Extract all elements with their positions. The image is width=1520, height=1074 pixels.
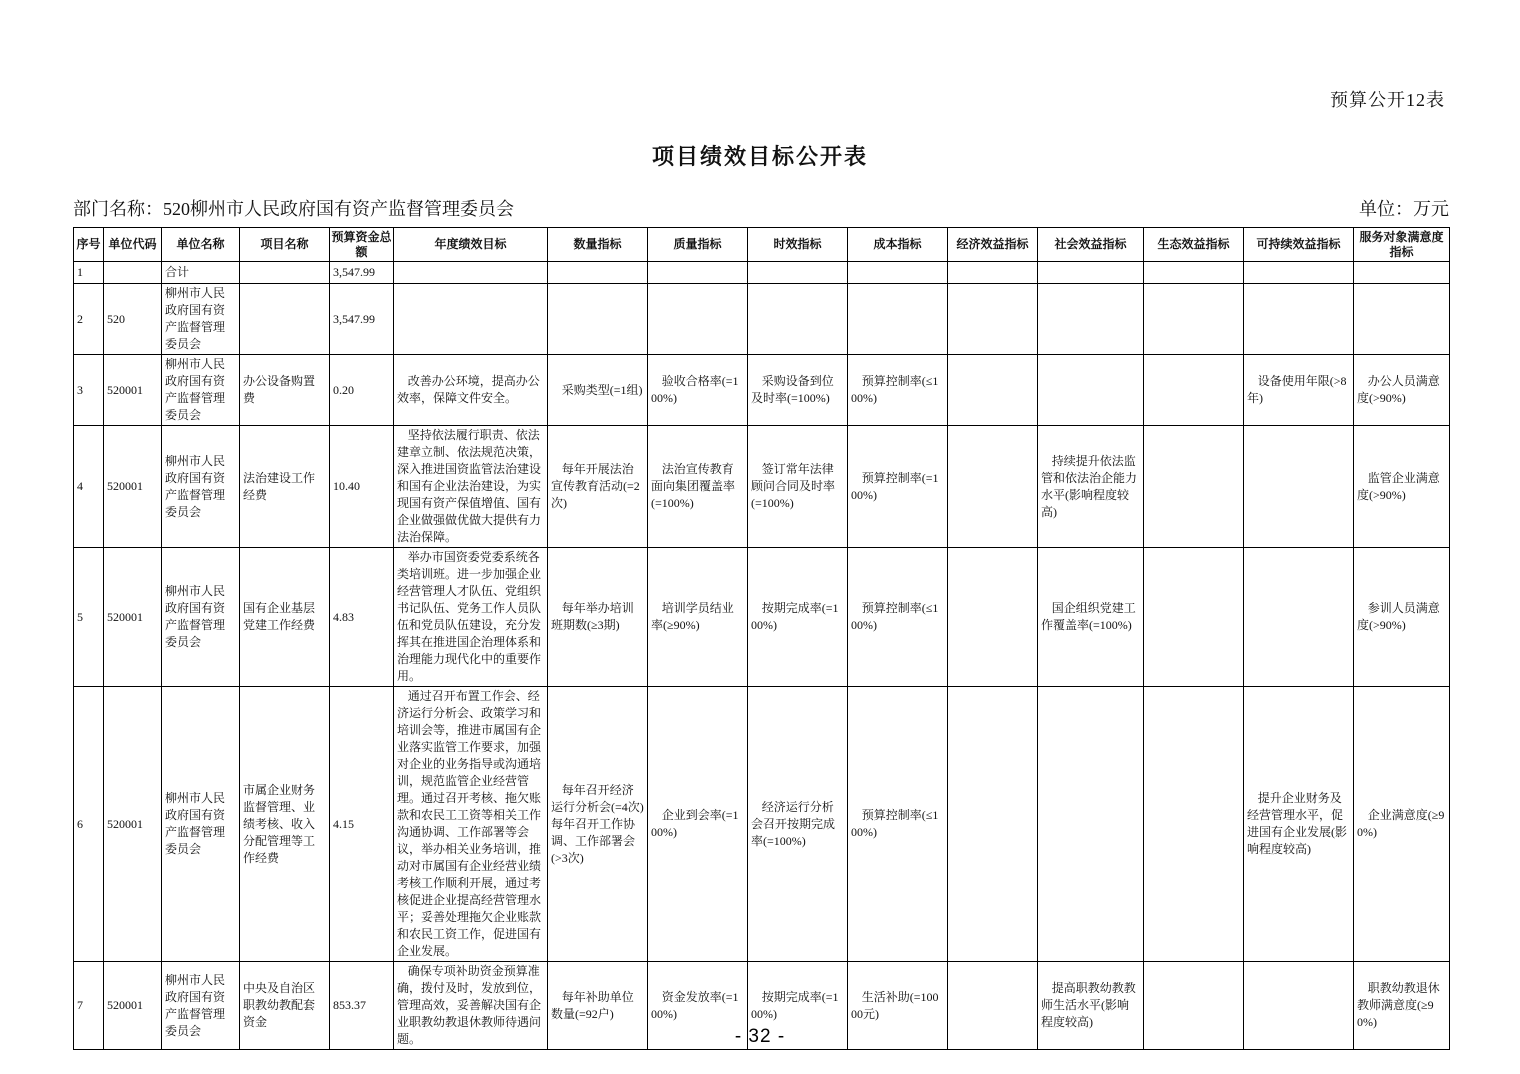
header-quality-indicator: 质量指标 [648,228,748,262]
cell-seq: 6 [74,687,104,962]
cell-cost-indicator: 预算控制率(≤100%) [848,687,948,962]
cell-eco-benefit-indicator [1144,262,1244,284]
page-number: - 32 - [734,1026,786,1047]
cell-budget-total: 0.20 [330,355,394,426]
cell-sustainable-indicator: 设备使用年限(>8年) [1244,355,1354,426]
cell-eco-benefit-indicator [1144,687,1244,962]
cell-eco-benefit-indicator [1144,355,1244,426]
page-title: 项目绩效目标公开表 [651,144,868,169]
cell-social-benefit-indicator [1038,687,1144,962]
table-row [74,687,1450,962]
cell-unit-code [104,262,162,284]
header-unit-code: 单位代码 [104,228,162,262]
cell-quantity-indicator [548,262,648,284]
header-sustainable-indicator: 可持续效益指标 [1244,228,1354,262]
cell-quality-indicator [648,284,748,355]
cell-social-benefit-indicator [1038,284,1144,355]
cell-cost-indicator: 生活补助(=10000元) [848,962,948,1050]
cell-quality-indicator: 培训学员结业率(≥90%) [648,548,748,687]
cell-unit-name: 柳州市人民政府国有资产监督管理委员会 [162,426,240,548]
cell-social-benefit-indicator: 国企组织党建工作覆盖率(=100%) [1038,548,1144,687]
cell-social-benefit-indicator: 持续提升依法监管和依法治企能力水平(影响程度较高) [1038,426,1144,548]
cell-unit-name: 柳州市人民政府国有资产监督管理委员会 [162,355,240,426]
cell-annual-target: 通过召开布置工作会、经济运行分析会、政策学习和培训会等，推进市属国有企业落实监管工作要求，加强对企业的业务指导或沟通培训，规范监管企业经营管理。通过召开考核、拖欠账款和农民工工资等相关工作沟通协调、工作部署等会议，举办相关业务培训，推动对市属国有企业经营业绩考核工作顺利开展，通过考核促进企业提高经营管理水平；妥善处理拖欠企业账款和农民工资工作，促进国有企业发展。 [394,687,548,962]
cell-project-name: 市属企业财务监督管理、业绩考核、收入分配管理等工作经费 [240,687,330,962]
cell-seq: 3 [74,355,104,426]
cell-unit-name: 合计 [162,262,240,284]
cell-quality-indicator: 法治宣传教育面向集团覆盖率(=100%) [648,426,748,548]
form-number-label: 预算公开12表 [1330,90,1445,110]
cell-timeliness-indicator: 经济运行分析会召开按期完成率(=100%) [748,687,848,962]
header-economic-benefit-indicator: 经济效益指标 [948,228,1038,262]
header-eco-benefit-indicator: 生态效益指标 [1144,228,1244,262]
cell-timeliness-indicator [748,262,848,284]
table-row [74,355,1450,426]
cell-satisfaction-indicator: 监管企业满意度(>90%) [1354,426,1450,548]
cell-economic-benefit-indicator [948,548,1038,687]
header-quantity-indicator: 数量指标 [548,228,648,262]
cell-budget-total: 3,547.99 [330,284,394,355]
cell-unit-name: 柳州市人民政府国有资产监督管理委员会 [162,687,240,962]
cell-sustainable-indicator [1244,426,1354,548]
department-name: 部门名称：520柳州市人民政府国有资产监督管理委员会 [73,199,514,219]
header-seq: 序号 [74,228,104,262]
cell-quality-indicator: 企业到会率(=100%) [648,687,748,962]
header-annual-target: 年度绩效目标 [394,228,548,262]
cell-annual-target [394,284,548,355]
cell-timeliness-indicator: 签订常年法律顾问合同及时率(=100%) [748,426,848,548]
cell-economic-benefit-indicator [948,687,1038,962]
meta-row [73,195,1449,221]
cell-cost-indicator: 预算控制率(=100%) [848,426,948,548]
cell-unit-code: 520001 [104,548,162,687]
header-unit-name: 单位名称 [162,228,240,262]
cell-satisfaction-indicator: 参训人员满意度(>90%) [1354,548,1450,687]
cell-quality-indicator: 资金发放率(=100%) [648,962,748,1050]
cell-budget-total: 4.83 [330,548,394,687]
cell-unit-name: 柳州市人民政府国有资产监督管理委员会 [162,548,240,687]
header-project-name: 项目名称 [240,228,330,262]
table-row [74,548,1450,687]
header-social-benefit-indicator: 社会效益指标 [1038,228,1144,262]
cell-economic-benefit-indicator [948,355,1038,426]
cell-satisfaction-indicator: 办公人员满意度(>90%) [1354,355,1450,426]
cell-unit-code: 520001 [104,962,162,1050]
cell-satisfaction-indicator: 职教幼教退休教师满意度(≥90%) [1354,962,1450,1050]
cell-cost-indicator [848,284,948,355]
cell-seq: 7 [74,962,104,1050]
cell-quality-indicator [648,262,748,284]
cell-annual-target [394,262,548,284]
cell-satisfaction-indicator [1354,262,1450,284]
cell-timeliness-indicator: 采购设备到位及时率(=100%) [748,355,848,426]
cell-satisfaction-indicator: 企业满意度(≥90%) [1354,687,1450,962]
performance-target-table [73,227,1450,1050]
cell-social-benefit-indicator [1038,262,1144,284]
cell-economic-benefit-indicator [948,284,1038,355]
cell-project-name: 中央及自治区职教幼教配套资金 [240,962,330,1050]
cell-project-name: 国有企业基层党建工作经费 [240,548,330,687]
cell-annual-target: 确保专项补助资金预算准确，拨付及时，发放到位，管理高效，妥善解决国有企业职教幼教退休教师待遇问题。 [394,962,548,1050]
cell-unit-code: 520001 [104,355,162,426]
cell-budget-total: 853.37 [330,962,394,1050]
cell-eco-benefit-indicator [1144,284,1244,355]
cell-sustainable-indicator [1244,548,1354,687]
cell-satisfaction-indicator [1354,284,1450,355]
cell-economic-benefit-indicator [948,426,1038,548]
cell-eco-benefit-indicator [1144,548,1244,687]
cell-annual-target: 改善办公环境，提高办公效率，保障文件安全。 [394,355,548,426]
cell-timeliness-indicator: 按期完成率(=100%) [748,548,848,687]
cell-cost-indicator: 预算控制率(≤100%) [848,355,948,426]
cell-cost-indicator: 预算控制率(≤100%) [848,548,948,687]
header-cost-indicator: 成本指标 [848,228,948,262]
cell-sustainable-indicator: 提升企业财务及经营管理水平，促进国有企业发展(影响程度较高) [1244,687,1354,962]
cell-sustainable-indicator [1244,284,1354,355]
cell-project-name: 办公设备购置费 [240,355,330,426]
cell-annual-target: 坚持依法履行职责、依法建章立制、依法规范决策，深入推进国资监管法治建设和国有企业法治建设，为实现国有资产保值增值、国有企业做强做优做大提供有力法治保障。 [394,426,548,548]
cell-budget-total: 3,547.99 [330,262,394,284]
cell-project-name [240,284,330,355]
cell-project-name [240,262,330,284]
table-row [74,426,1450,548]
cell-quantity-indicator: 每年举办培训班期数(≥3期) [548,548,648,687]
cell-unit-name: 柳州市人民政府国有资产监督管理委员会 [162,284,240,355]
cell-quantity-indicator: 每年补助单位数量(=92户) [548,962,648,1050]
header-timeliness-indicator: 时效指标 [748,228,848,262]
cell-quantity-indicator: 每年开展法治宣传教育活动(=2次) [548,426,648,548]
cell-unit-name: 柳州市人民政府国有资产监督管理委员会 [162,962,240,1050]
cell-unit-code: 520001 [104,426,162,548]
cell-seq: 4 [74,426,104,548]
cell-quality-indicator: 验收合格率(=100%) [648,355,748,426]
header-satisfaction-indicator: 服务对象满意度指标 [1354,228,1450,262]
cell-annual-target: 举办市国资委党委系统各类培训班。进一步加强企业经营管理人才队伍、党组织书记队伍、党务工作人员队伍和党员队伍建设，充分发挥其在推进国企治理体系和治理能力现代化中的重要作用。 [394,548,548,687]
cell-unit-code: 520 [104,284,162,355]
cell-eco-benefit-indicator [1144,426,1244,548]
cell-quantity-indicator: 采购类型(=1组) [548,355,648,426]
cell-quantity-indicator: 每年召开经济运行分析会(=4次) 每年召开工作协调、工作部署会(>3次) [548,687,648,962]
cell-seq: 1 [74,262,104,284]
cell-sustainable-indicator [1244,262,1354,284]
cell-project-name: 法治建设工作经费 [240,426,330,548]
table-row [74,262,1450,284]
cell-budget-total: 4.15 [330,687,394,962]
cell-quantity-indicator [548,284,648,355]
cell-cost-indicator [848,262,948,284]
cell-budget-total: 10.40 [330,426,394,548]
cell-timeliness-indicator: 按期完成率(=100%) [748,962,848,1050]
cell-timeliness-indicator [748,284,848,355]
header-budget-total: 预算资金总额 [330,228,394,262]
unit-label: 单位：万元 [1359,199,1449,219]
cell-seq: 2 [74,284,104,355]
cell-social-benefit-indicator: 提高职教幼教教师生活水平(影响程度较高) [1038,962,1144,1050]
cell-economic-benefit-indicator [948,262,1038,284]
cell-seq: 5 [74,548,104,687]
table-header-row [74,228,1450,262]
cell-social-benefit-indicator [1038,355,1144,426]
table-row [74,284,1450,355]
cell-unit-code: 520001 [104,687,162,962]
